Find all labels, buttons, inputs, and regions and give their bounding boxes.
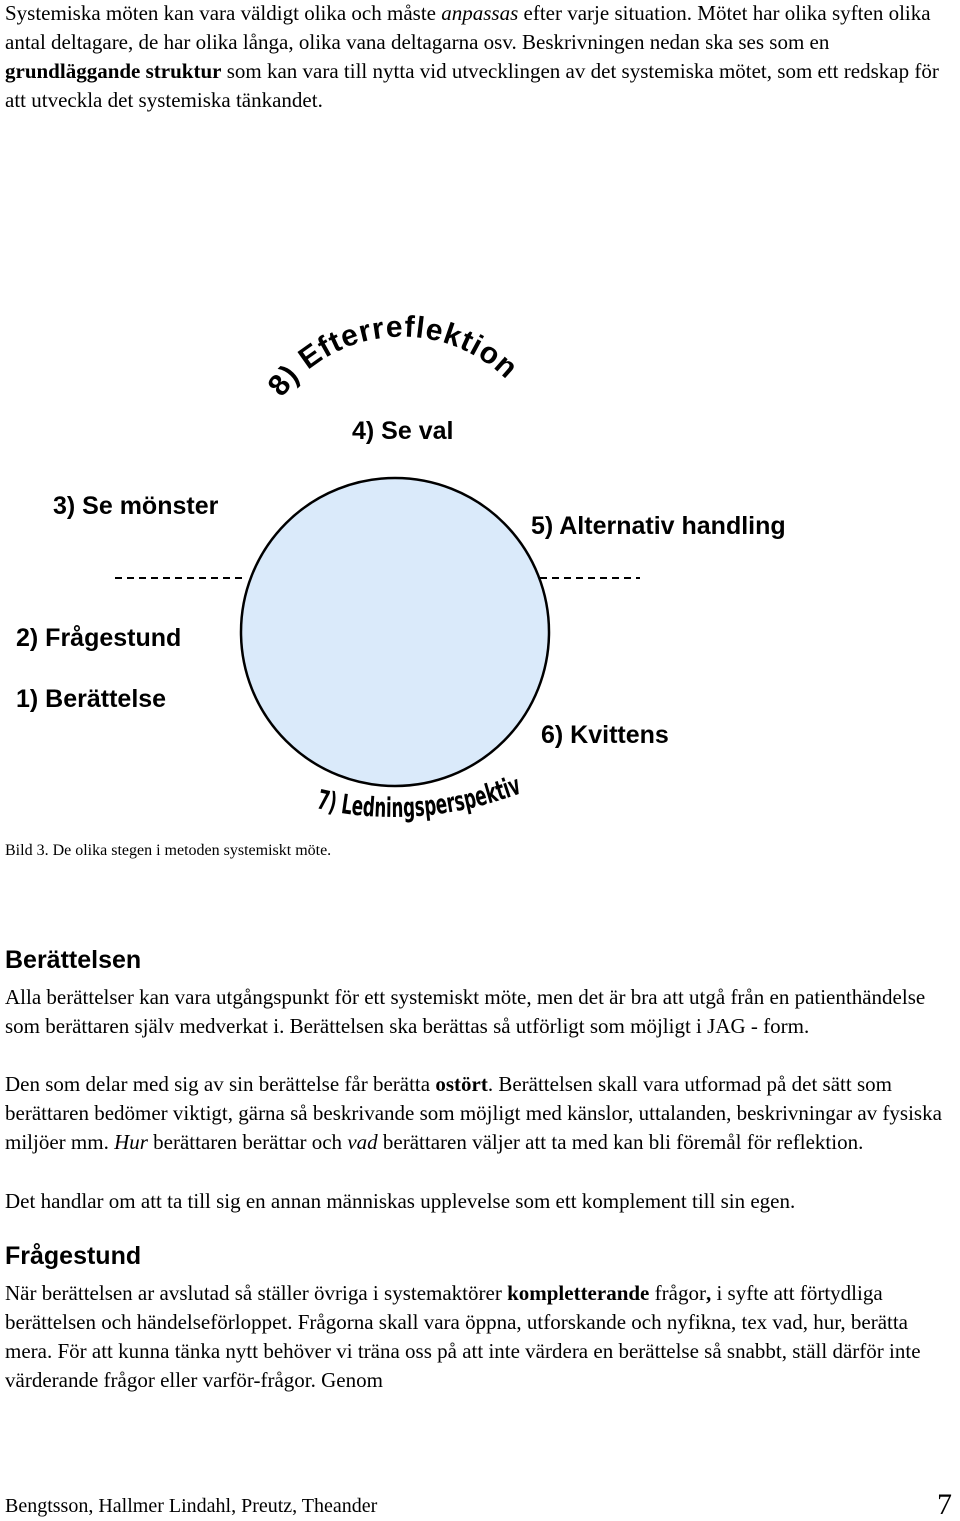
heading-fragestund: Frågestund [5,1242,142,1270]
step-se-monster: 3) Se mönster [53,492,219,520]
berattelsen-paragraph-3: Det handlar om att ta till sig en annan människas upplevelse som ett komplement till sin egen. [5,1189,796,1213]
figure-caption: Bild 3. De olika stegen i metoden systemiskt möte. [5,842,332,859]
emphasis-span: vad [347,1130,378,1154]
intro-bold: grundläggande struktur [5,59,222,83]
text-span: i syfte att förtydliga berättelsen och händelseförloppet. Frågorna skall vara öppna, utforskande och nyfikna, tex vad, hur, berätta mera. För att kunna tänka nytt behöver vi träna oss på att inte värdera en berättelse så snabbt, ställ därför inte värderande frågor eller varför-frågor. Genom [5,1281,921,1392]
footer-authors: Bengtsson, Hallmer Lindahl, Preutz, Theander [5,1495,378,1517]
intro-text: som kan vara till nytta vid utvecklingen av det systemiska mötet, som ett redskap för att utveckla det systemiska tänkandet. [5,59,939,112]
step-alternativ-handling: 5) Alternativ handling [531,512,786,540]
step-kvittens: 6) Kvittens [541,721,669,749]
fragestund-paragraph [5,1279,955,1395]
berattelsen-paragraph-1: Alla berättelser kan vara utgångspunkt för ett systemiskt möte, men det är bra att utgå från en patienthändelse som berättaren själv medverkat i. Berättelsen ska berättas så utförligt som möjligt i JAG - form. [5,985,926,1038]
bold-span: , [705,1281,712,1305]
process-circle [241,478,549,786]
bold-span: ostört [435,1072,488,1096]
intro-paragraph [5,0,955,115]
intro-emphasis: anpassas [441,1,519,25]
page-number: 7 [937,1488,952,1521]
arc-label-efterreflektion: 8) Efterreflektion [261,310,525,403]
emphasis-span: Hur [114,1130,148,1154]
arc-label-ledningsperspektiv: 7) Ledningsperspektiv [314,767,532,825]
step-fragestund: 2) Frågestund [16,624,182,652]
step-se-val: 4) Se val [352,417,454,445]
intro-text: Systemiska möten kan vara väldigt olika och måste [5,1,442,25]
text-span: frågor [649,1281,706,1305]
intro-text: efter varje situation. Mötet har olika syften olika antal deltagare, de har olika långa, olika vana deltagarna osv. Beskrivningen nedan ska ses som en [5,1,931,54]
text-span: När berättelsen ar avslutad så ställer övriga i systemaktörer [5,1281,508,1305]
bold-span: kompletterande [507,1281,650,1305]
text-span: . Berättelsen skall vara utformad på det sätt som berättaren bedömer viktigt, gärna så beskrivande som möjligt med känslor, uttalanden, beskrivningar av fysiska miljöer mm. [5,1072,942,1154]
step-berattelse: 1) Berättelse [16,685,167,713]
text-span: berättaren väljer att ta med kan bli föremål för reflektion. [377,1130,864,1154]
text-span: Den som delar med sig av sin berättelse får berätta [5,1072,436,1096]
method-diagram [0,300,960,845]
text-span: berättaren berättar och [147,1130,348,1154]
berattelsen-paragraph-2 [5,1070,955,1157]
heading-berattelsen: Berättelsen [5,946,142,974]
